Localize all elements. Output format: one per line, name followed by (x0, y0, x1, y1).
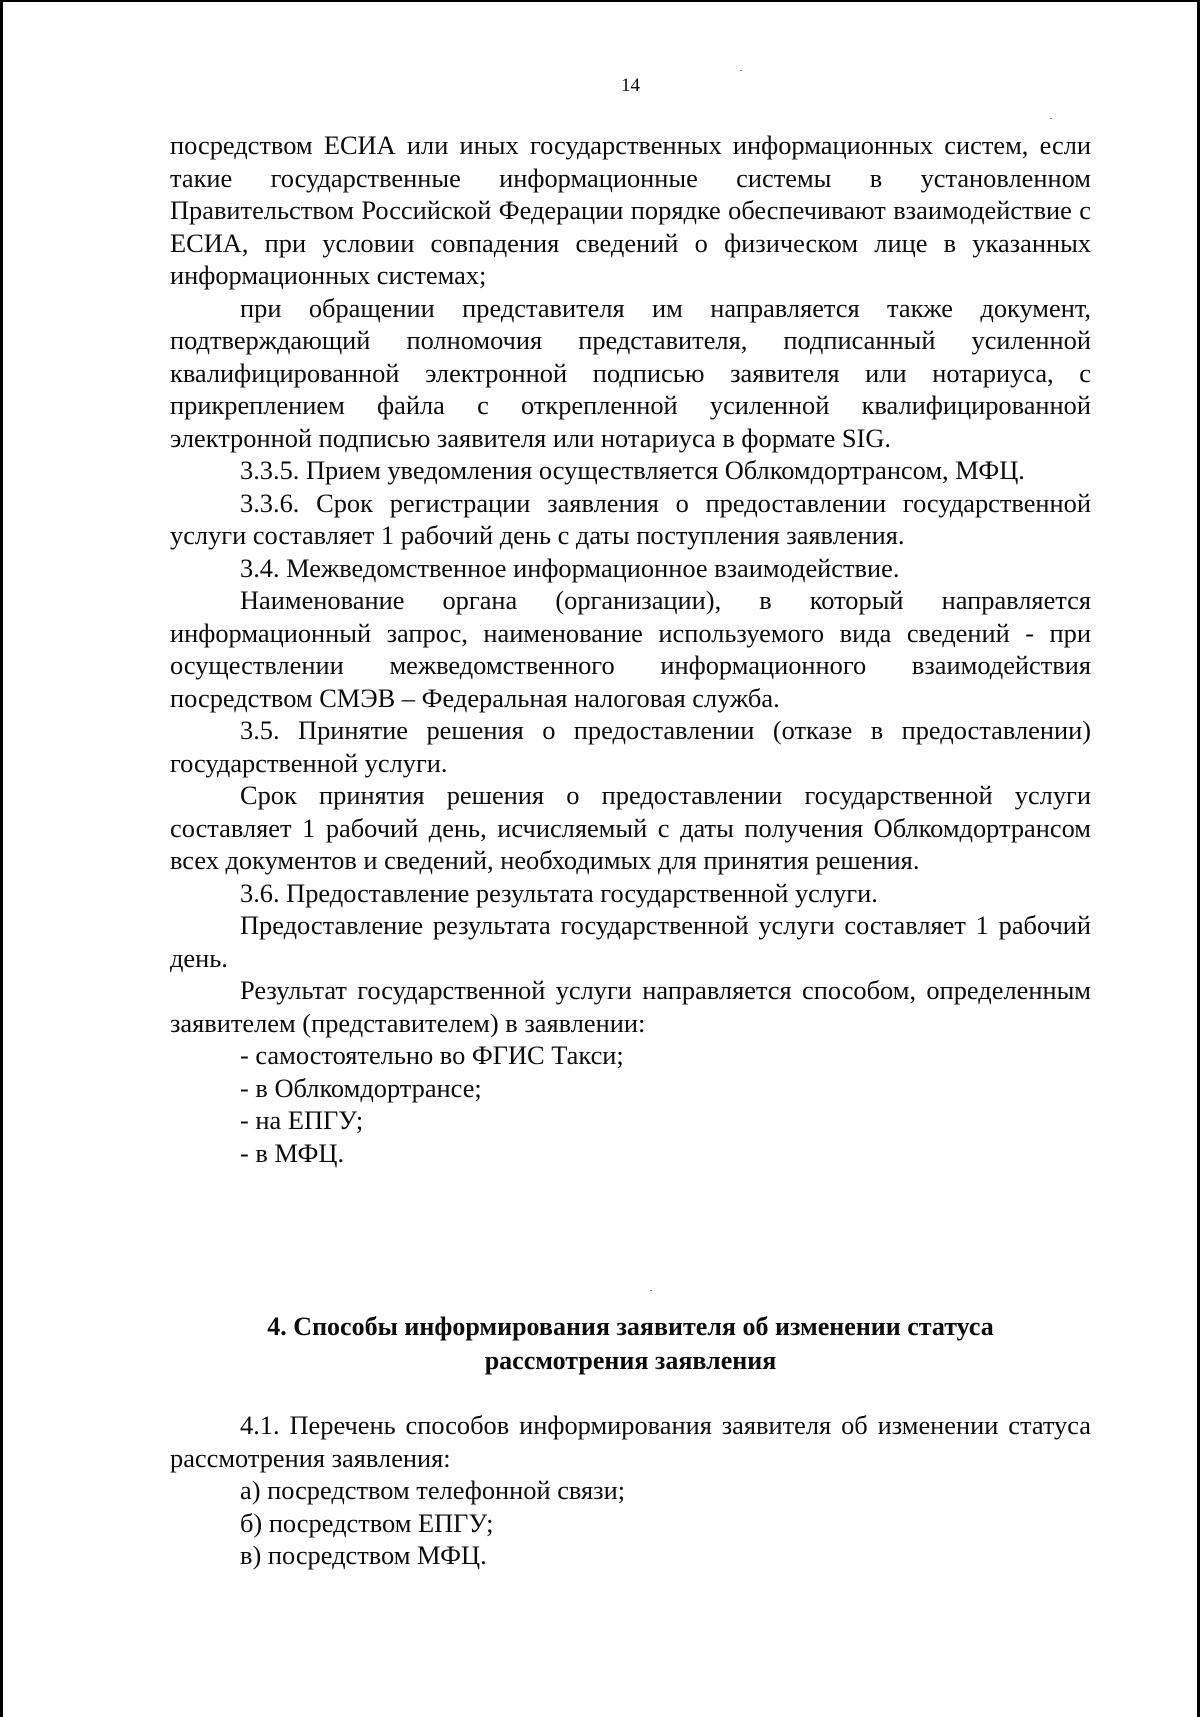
section-4-heading (170, 1310, 1091, 1378)
section-4-heading-line1: 4. Способы информирования заявителя об изменении статуса (267, 1312, 994, 1341)
list-item: б) посредством ЕПГУ; (240, 1507, 494, 1538)
paragraph-4-1: 4.1. Перечень способов информирования заявителя об изменении статуса рассмотрения заявления: (170, 1410, 1091, 1473)
list-item: - в Облкомдортрансе; (240, 1072, 482, 1103)
list-item: в) посредством МФЦ. (240, 1540, 487, 1570)
list-item: - в МФЦ. (240, 1137, 345, 1168)
paragraph-interagency-request: Наименование органа (организации), в который направляется информационный запрос, наименование используемого вида сведений - при осуществлении межведомственного информационного взаимодействия посредством СМЭВ – Федеральная налоговая служба. (170, 585, 1091, 713)
section-4-heading-line2: рассмотрения заявления (484, 1346, 777, 1375)
paragraph-3-3-5: 3.3.5. Прием уведомления осуществляется Облкомдортрансом, МФЦ. (240, 455, 1025, 485)
paragraph-representative: при обращении представителя им направляется также документ, подтверждающий полномочия представителя, подписанный усиленной квалифицированной электронной подписью заявителя или нотариуса, с прикреплением файла с открепленной усиленной квалифицированной электронной подписью заявителя или нотариуса в формате SIG. (170, 292, 1091, 453)
list-item: - самостоятельно во ФГИС Такси; (240, 1040, 624, 1070)
scan-speck (740, 70, 742, 71)
section-4-body (170, 1409, 1091, 1572)
paragraph-result-method: Результат государственной услуги направляется способом, определенным заявителем (представителем) в заявлении: (170, 975, 1091, 1038)
list-item: а) посредством телефонной связи; (240, 1475, 626, 1505)
paragraph-3-6: 3.6. Предоставление результата государственной услуги. (240, 877, 878, 908)
paragraph-esia-continuation: посредством ЕСИА или иных государственных информационных систем, если такие государственные информационные системы в установленном Правительством Российской Федерации порядке обеспечивают взаимодействие с ЕСИА, при условии совпадения сведений о физическом лице в указанных информационных системах; (170, 130, 1091, 290)
page-number: 14 (621, 75, 640, 96)
paragraph-3-5: 3.5. Принятие решения о предоставлении (отказе в предоставлении) государственной услуги. (170, 715, 1091, 778)
scan-speck (1050, 118, 1052, 119)
paragraph-decision-term: Срок принятия решения о предоставлении государственной услуги составляет 1 рабочий день, исчисляемый с даты получения Облкомдортрансом всех документов и сведений, необходимых для принятия решения. (170, 780, 1091, 875)
paragraph-result-term: Предоставление результата государственной услуги составляет 1 рабочий день. (170, 910, 1091, 973)
paragraph-3-3-6: 3.3.6. Срок регистрации заявления о предоставлении государственной услуги составляет 1 рабочий день с даты поступления заявления. (170, 487, 1091, 550)
list-item: - на ЕПГУ; (240, 1105, 364, 1135)
scan-speck (650, 1290, 652, 1291)
body-text (170, 129, 1091, 1169)
paragraph-3-4: 3.4. Межведомственное информационное взаимодействие. (240, 552, 900, 583)
